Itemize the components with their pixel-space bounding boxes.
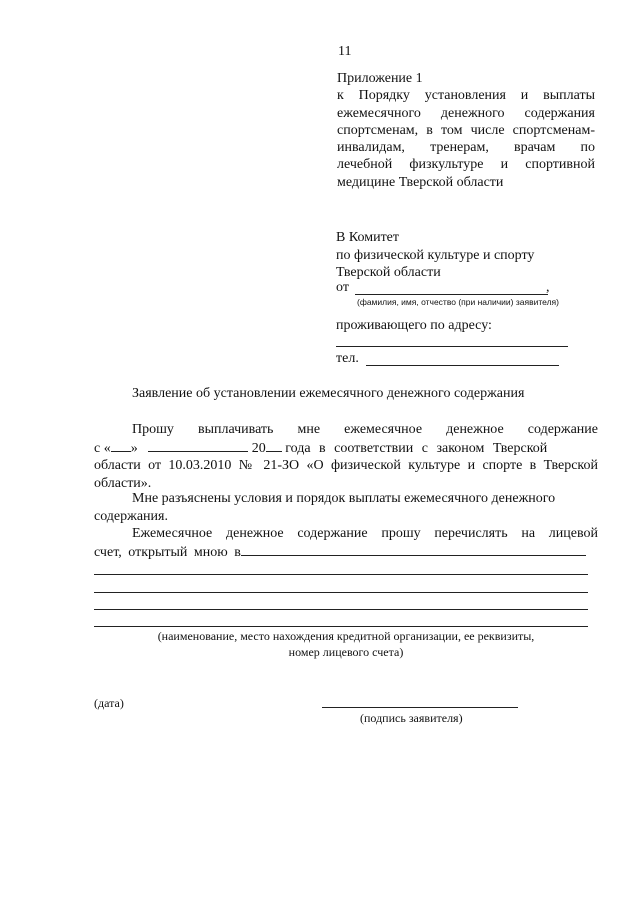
appendix-line: медицине Тверской области — [337, 174, 504, 190]
address-field[interactable] — [336, 346, 568, 347]
addressee-block — [336, 229, 576, 282]
month-field[interactable] — [148, 439, 248, 452]
bank-details-line[interactable] — [94, 574, 588, 575]
account-label: счет, открытый мною в — [94, 544, 241, 560]
appendix-header — [337, 70, 595, 191]
year-field[interactable] — [266, 439, 282, 452]
addressee-line: В Комитет — [336, 230, 400, 245]
applicant-name-caption: (фамилия, имя, отчество (при наличии) заявителя) — [357, 297, 559, 307]
body-line-account — [94, 543, 598, 562]
body-line: содержания. — [94, 508, 168, 524]
bank-field[interactable] — [241, 543, 586, 556]
day-field[interactable] — [111, 439, 131, 452]
page-number: 11 — [338, 44, 352, 59]
bank-details-line[interactable] — [94, 626, 588, 627]
paragraph-request — [94, 421, 598, 492]
addressee-line: Тверской области — [336, 265, 441, 280]
from-label: от — [336, 280, 349, 295]
body-line: Прошу выплачивать мне ежемесячное денежное содержание — [132, 422, 598, 437]
phone-field[interactable] — [366, 365, 559, 366]
signature-caption: (подпись заявителя) — [360, 711, 463, 725]
appendix-title: Приложение 1 — [337, 71, 423, 86]
law-reference-start: года в соответствии с законом Тверской — [285, 440, 548, 456]
phone-label: тел. — [336, 351, 359, 366]
document-title: Заявление об установлении ежемесячного денежного содержания — [132, 386, 525, 401]
date-label: (дата) — [94, 696, 124, 710]
quote-open: с « — [94, 440, 111, 456]
addressee-line: по физической культуре и спорту — [336, 247, 535, 263]
bank-details-line[interactable] — [94, 592, 588, 593]
appendix-line: инвалидам, тренерам, врачам по — [337, 140, 595, 156]
body-line: области». — [94, 475, 152, 491]
appendix-line: ежемесячного денежного содержания — [337, 105, 595, 121]
applicant-name-field[interactable] — [355, 294, 548, 295]
body-line: Ежемесячное денежное содержание прошу перечислять на лицевой — [132, 526, 598, 541]
paragraph-account — [94, 525, 598, 561]
appendix-line: к Порядку установления и выплаты — [337, 88, 595, 104]
paragraph-acknowledgement — [94, 490, 598, 525]
address-label: проживающего по адресу: — [336, 318, 492, 333]
from-comma: , — [546, 280, 550, 295]
bank-caption-line: (наименование, место нахождения кредитной организации, ее реквизиты, — [157, 629, 535, 643]
bank-details-line[interactable] — [94, 609, 588, 610]
bank-caption-line: номер лицевого счета) — [288, 645, 404, 659]
appendix-line: лечебной физкультуре и спортивной — [337, 157, 595, 173]
body-line-date — [94, 439, 598, 458]
signature-field[interactable] — [322, 707, 518, 708]
year-prefix: 20 — [251, 440, 266, 456]
body-line: области от 10.03.2010 № 21-ЗО «О физической культуре и спорте в Тверской — [94, 458, 598, 474]
body-line: Мне разъяснены условия и порядок выплаты ежемесячного денежного — [132, 491, 556, 506]
quote-close: » — [130, 440, 138, 456]
bank-details-caption — [94, 628, 598, 660]
appendix-line: спортсменам, в том числе спортсменам- — [337, 122, 595, 138]
